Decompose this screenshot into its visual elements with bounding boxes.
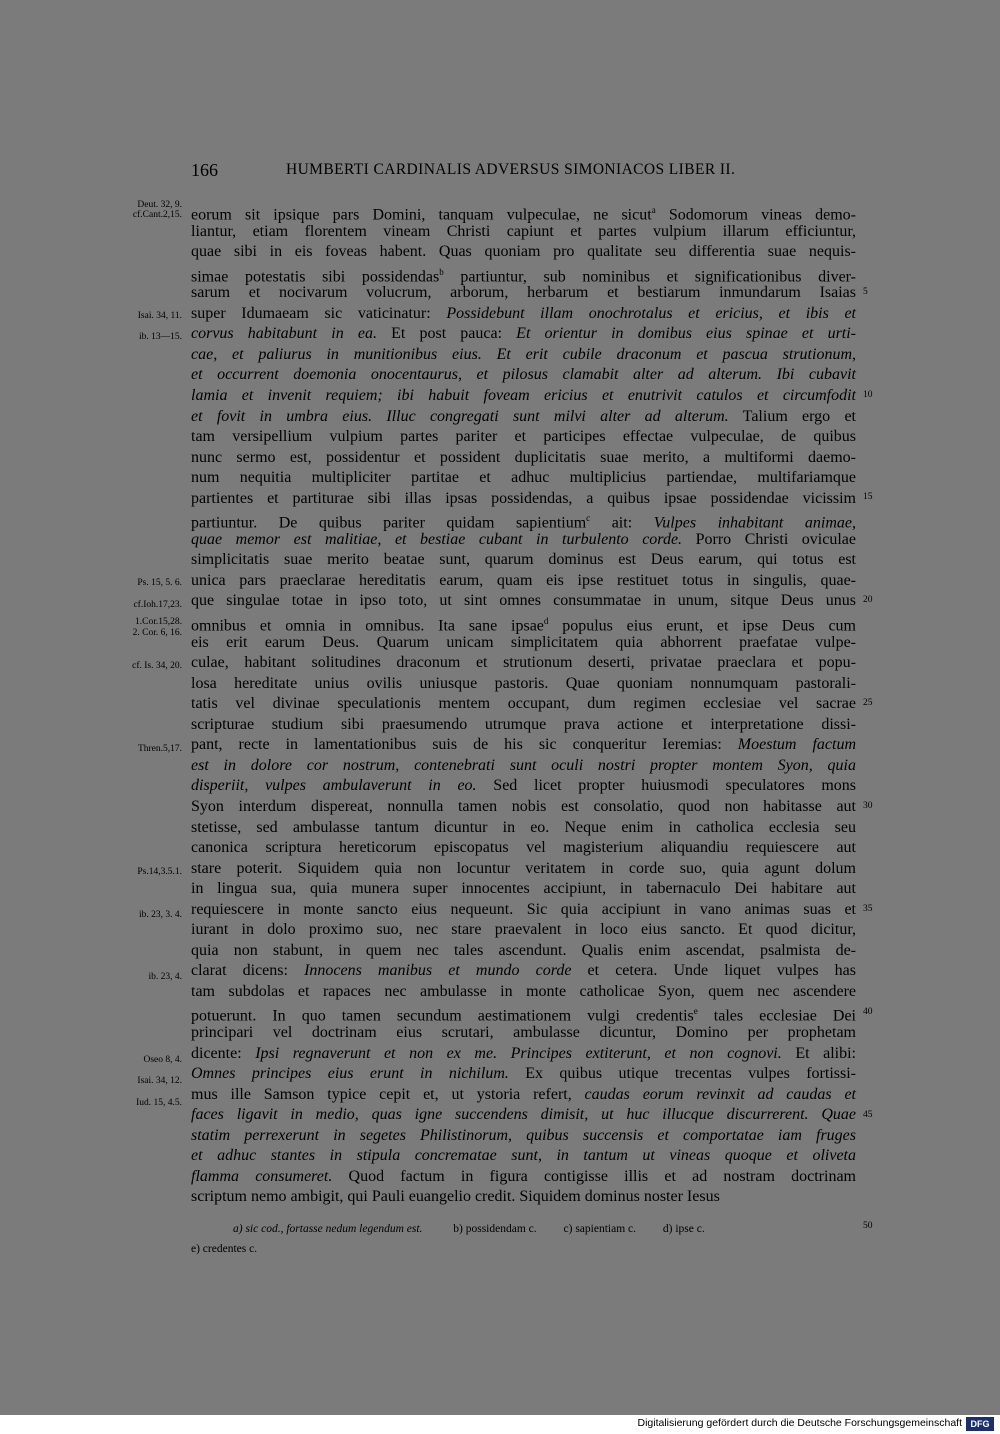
- text-line: flamma consumeret. Quod factum in figura contigisse illis et ad nostram doctrinam: [191, 1167, 856, 1185]
- text-line: unica pars praeclarae hereditatis earum, quam eis ipse restituet totus in singulis, quae-: [191, 571, 856, 589]
- text-line: principari vel doctrinam eius scrutari, ambulasse dicuntur, Domino per prophetam: [191, 1024, 856, 1041]
- text-line: tam versipellium vulpium partes pariter et participes effectae vulpeculae, de quibus: [191, 428, 856, 446]
- text-line: que singulae totae in ipso toto, ut sint omnes consummatae in unum, sitque Deus unus: [191, 592, 856, 610]
- footnotes-row: [233, 1223, 873, 1235]
- text-line: scripturae studium sibi praesumendo utrumque prava actione et interpretatione dissi-: [191, 715, 856, 733]
- footnote-d: d) ipse c.: [662, 1223, 705, 1235]
- margin-ref: ib. 23, 4.: [148, 972, 182, 982]
- text-line: dicente: Ipsi regnaverunt et non ex me. Principes extiterunt, et non cognovi. Et alibi:: [191, 1044, 857, 1062]
- line-number: 25: [863, 698, 873, 708]
- line-number: 35: [863, 904, 873, 914]
- text-line: quae sibi in eis foveas habent. Quas quoniam pro qualitate seu differentia suae nequis-: [191, 243, 856, 261]
- footnote-marker: c: [586, 513, 591, 524]
- margin-ref: Ps.14,3.5.1.: [137, 867, 182, 877]
- text-line: tam subdolas et rapaces nec ambulasse in monte catholicae Syon, quem nec ascendere: [191, 982, 856, 1000]
- line-number: 30: [863, 801, 873, 811]
- text-line: simae potestatis sibi possidendas$^b$ partiuntur, sub nominibus et significationibus diver-: [191, 266, 857, 285]
- text-line: stetisse, sed ambulasse tantum dicuntur in eo. Neque enim in catholica ecclesia seu: [191, 818, 856, 836]
- line-number: 50: [863, 1221, 873, 1231]
- text-line: requiescere in monte sancto eius nequeunt. Sic quia accipiunt in vano animas suas et: [191, 900, 856, 918]
- text-line: sarum et nocivarum volucrum, arborum, herbarum et bestiarum inmundarum Isaias: [191, 284, 856, 302]
- text-line: corvus habitabunt in ea. Et post pauca: Et orientur in domibus eius spinae et urti-: [191, 325, 857, 343]
- text-line: quia non stabunt, in quem nec tales ascendunt. Qualis enim ascendat, psalmista de-: [191, 941, 856, 959]
- text-line: super Idumaeam sic vaticinatur: Possidebunt illam onochrotalus et ericius, et ibis et: [191, 304, 857, 322]
- margin-ref: Thren.5,17.: [137, 744, 182, 754]
- line-number: 20: [863, 595, 873, 605]
- text-line: simplicitatis suae merito beatae sunt, quarum dominus est Deus earum, qui totus est: [191, 551, 856, 569]
- text-line: Omnes principes eius erunt in nichilum. Ex quibus utique trecentas vulpes fortissi-: [191, 1065, 856, 1083]
- text-line: iurant in dolo proximo suo, nec stare praevalent in loco eius sancto. Et quod dicitur,: [191, 921, 856, 939]
- text-line: culae, habitant solitudines draconum et strutionum deserti, privatae praeclara et popu-: [191, 654, 856, 672]
- text-line: pant, recte in lamentationibus suis de his sic conqueritur Ieremias: Moestum factum: [191, 736, 856, 754]
- text-line: tatis vel divinae speculationis mentem occupant, dum regimen ecclesiae vel sacrae: [191, 695, 856, 713]
- text-line: stare poterit. Siquidem quia non locuntur veritatem in corde suo, quia agunt dolum: [191, 859, 856, 877]
- text-line: canonica scriptura hereticorum episcopatus vel magisterium aliquandiu requiescere aut: [191, 839, 856, 857]
- margin-ref: Ps. 15, 5. 6.: [137, 578, 182, 588]
- text-line: in lingua sua, quia munera super innocentes accipiunt, in tabernaculo Dei habitare aut: [191, 880, 856, 898]
- running-title: HUMBERTI CARDINALIS ADVERSUS SIMONIACOS LIBER II.: [286, 161, 736, 178]
- footnote-c: c) sapientiam c.: [563, 1223, 636, 1235]
- line-number: 10: [863, 390, 873, 400]
- text-line: quae memor est malitiae, et bestiae cubant in turbulento corde. Porro Christi oviculae: [191, 530, 857, 548]
- text-line: mus ille Samson typice cepit et, ut ystoria refert, caudas eorum revinxit ad caudas et: [191, 1085, 857, 1103]
- text-line: Syon interdum dispereat, nonnulla tamen nobis est consolatio, quod non habitasse aut: [191, 797, 856, 815]
- text-line: cae, et paliurus in munitionibus eius. Et erit cubile draconum et pascua strutionum,: [191, 345, 856, 363]
- text-line: et adhuc stantes in stipula concrematae sunt, in tantum ut vineas quoque et oliveta: [191, 1147, 856, 1165]
- text-line: liantur, etiam florentem vineam Christi capiunt et partes vulpium illarum efficiuntur,: [191, 222, 856, 240]
- footnote-a: a) sic cod., fortasse nedum legendum est.: [233, 1223, 423, 1235]
- text-line: nunc sermo est, possidentur et possident duplicitatis suae merito, a multiformi daemo-: [191, 448, 856, 466]
- dfg-logo: DFG: [966, 1417, 994, 1431]
- footnote-b: b) possidendam c.: [453, 1223, 537, 1235]
- text-line: partientes et partiturae sibi illas ipsas possidendas, a quibus ipsae possidendae vicissim: [191, 489, 856, 507]
- footnote-e: e) credentes c.: [191, 1243, 258, 1255]
- line-number: 40: [863, 1007, 873, 1017]
- text-line: partiuntur. De quibus pariter quidam sapientium$^c$ ait: Vulpes inhabitant animae,: [191, 513, 857, 532]
- text-line: omnibus et omnia in omnibus. Ita sane ipsae$^d$ populus eius erunt, et ipse Deus cum: [191, 616, 856, 635]
- margin-ref: cf.Cant.2,15.: [132, 210, 182, 220]
- margin-ref: Deut. 32, 9.: [137, 200, 182, 210]
- text-line: losa hereditate unius ovilis uniusque pastoris. Quae quoniam nonnumquam pastorali-: [191, 674, 856, 692]
- footnote-marker: b: [439, 266, 444, 277]
- text-line: eorum sit ipsique pars Domini, tanquam vulpeculae, ne sicut$^a$ Sodomorum vineas demo-: [191, 205, 857, 224]
- footnote-marker: e: [693, 1006, 698, 1017]
- text-line: statim perrexerunt in segetes Philistinorum, quibus succensis et comportatae iam fruges: [191, 1126, 856, 1144]
- text-line: clarat dicens: Innocens manibus et mundo corde et cetera. Unde liquet vulpes has: [191, 962, 856, 980]
- margin-ref: Iud. 15, 4.5.: [136, 1098, 182, 1108]
- digitization-footer: [0, 1415, 1000, 1434]
- margin-ref: Isai. 34, 11.: [137, 311, 182, 321]
- text-line: et fovit in umbra eius. Illuc congregati sunt milvi alter ad alterum. Talium ergo et: [191, 407, 856, 425]
- text-line: faces ligavit in medio, quas igne succendens dimisit, ut huc illucque discurrerent. Quae: [191, 1106, 856, 1124]
- funding-note: Digitalisierung gefördert durch die Deutsche Forschungsgemeinschaft: [637, 1417, 962, 1429]
- line-number: 45: [863, 1110, 873, 1120]
- margin-ref: Oseo 8, 4.: [143, 1055, 182, 1065]
- margin-ref: cf.Ioh.17,23.: [133, 600, 182, 610]
- margin-ref: ib. 13—15.: [138, 332, 182, 342]
- footnote-marker: a: [651, 205, 656, 215]
- page-header: [0, 160, 1000, 184]
- text-line: est in dolore cor nostrum, contenebrati sunt oculi nostri propter montem Syon, quia: [191, 756, 856, 774]
- margin-ref: 2. Cor. 6, 16.: [132, 628, 182, 638]
- text-line: eis erit earum Deus. Quarum unicam simplicitatem quia abhorrent praefatae vulpe-: [191, 633, 856, 651]
- text-line: et occurrent doemonia onocentaurus, et pilosus clamabit alter ad alterum. Ibi cubavit: [191, 366, 857, 384]
- margin-ref: cf. Is. 34, 20.: [132, 661, 182, 671]
- text-line: num nequitia multipliciter partitae et adhuc multiplicius partiendae, multifariamque: [191, 469, 856, 487]
- line-number: 15: [863, 492, 873, 502]
- text-line: potuerunt. In quo tamen secundum aestimationem vulgi credentis$^e$ tales ecclesiae Dei: [191, 1006, 856, 1025]
- page-number: 166: [191, 160, 218, 180]
- line-number: 5: [863, 287, 868, 297]
- margin-ref: Isai. 34, 12.: [137, 1076, 182, 1086]
- margin-ref: ib. 23, 3. 4.: [138, 910, 182, 920]
- text-line: scriptum nemo ambigit, qui Pauli euangelio credit. Siquidem dominus noster Iesus: [191, 1188, 720, 1206]
- text-line: disperiit, vulpes ambulaverunt in eo. Sed licet propter huiusmodi speculatores mons: [191, 777, 856, 795]
- text-line: lamia et invenit requiem; ibi habuit foveam ericius et enutrivit catulos et circumfodit: [191, 386, 856, 404]
- footnote-marker: d: [543, 616, 549, 626]
- margin-ref: 1.Cor.15,28.: [135, 617, 182, 627]
